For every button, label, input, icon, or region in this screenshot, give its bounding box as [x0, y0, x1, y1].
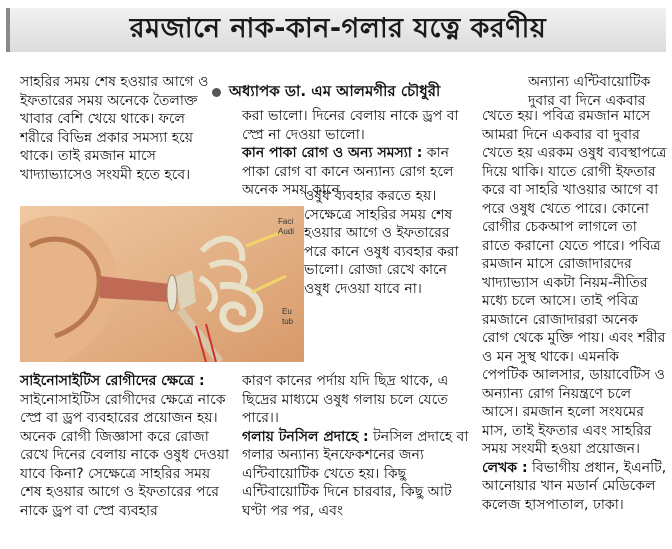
ear-problem-heading: কান পাকা রোগ ও অন্য সমস্যা :: [242, 145, 423, 161]
ramadan-advice-text: খেতে হয়। পবিত্র রমজান মাসে আমরা দিনে একবার বা দুবার খেতে হয় এরকম ওষুধ ব্যবস্থাপত্রে দিয়ে থাকি। যাতে রোগী ইফতার করে বা সাহরি খাওয়ার আগে বা পরে ওষুধ খেতে পারে। কোনো রোগীর চেকআপ লাগলে তা রাতে করানো যেতে পারে। পবিত্র রমজান মাসে রোজাদারদের খাদ্যাভ্যাস একটা নিয়ম-নীতির মধ্যে চলে আসে। তাই পবিত্র রমজানে রোজাদাররা অনেক রোগ থেকে মুক্তি পায়। এবং শরীর ও মন সুস্থ থাকে। এমনকি পেপটিক আলসার, ডায়াবেটিস ও অন্যান্য রোগ নিয়ন্ত্রণে চলে আসে। রমজান হলো সংযমের মাস, তাই ইফতার এবং সাহরির সময় সংযমী হওয়া প্রয়োজন।: [482, 108, 667, 457]
ear-drop-advice-text: ওষুধ ব্যবহার করতে হয়। সেক্ষেত্রে সাহরির সময় শেষ হওয়ার আগে ও ইফতারের পরে কানে ওষুধ ব্যবহার করা ভালো। রোজা রেখে কানে ওষুধ দেওয়া যাবে না।: [304, 188, 459, 297]
ear-drum-warning-text: কারণ কানের পর্দায় যদি ছিদ্র থাকে, এ ছিদ্রের মাধ্যমে ওষুধ গলায় চলে যেতে পারে।।: [242, 373, 449, 426]
author-name: অধ্যাপক ডা. এম আলমগীর চৌধুরী: [229, 82, 441, 100]
author-byline: [212, 80, 440, 105]
tonsil-heading: গলায় টনসিল প্রদাহে :: [242, 428, 369, 445]
ear-and-throat-section: [242, 372, 476, 520]
sinusitis-text: সাইনোসাইটিস রোগীদের ক্ষেত্রে নাকে স্প্রে বা ড্রপ ব্যবহারের প্রয়োজন হয়। অনেক রোগী জিজ্ঞাসা করে রোজা রেখে দিনের বেলায় নাকে ওষুধ দেওয়া যাবে কিনা? সেক্ষেত্রে সাহরির সময় শেষ হওয়ার আগে ও ইফতারের পরে নাকে ড্রপ বা স্প্রে ব্যবহার: [20, 391, 230, 519]
ear-problem-text: কান পাকা রোগ বা কানে অন্যান্য রোগ হলে অনেক সময় কানে: [242, 145, 454, 198]
tonsil-text: টনসিল প্রদাহে বা গলার অন্যান্য ইনফেকশনের জন্য এন্টিবায়োটিক খেতে হয়। কিছু এন্টিবায়োটিক দিনে চারবার, কিছু আট ঘণ্টা পর পর, এবং: [242, 428, 469, 519]
intro-text: সাহরির সময় শেষ হওয়ার আগে ও ইফতারের সময় অনেকে তৈলাক্ত খাবার বেশি খেয়ে থাকে। ফলে শরীরে বিভিন্ন প্রকার সমস্যা হয়ে থাকে। তাই রমজান মাসে খাদ্যাভ্যাসেও সংযমী হতে হবে।: [20, 74, 209, 183]
writer-label: লেখক :: [482, 459, 528, 476]
nasal-advice-text: করা ভালো। দিনের বেলায় নাকে ড্রপ বা স্প্রে না দেওয়া ভালো।: [242, 108, 459, 143]
figure-label-eustachian: Eu: [282, 307, 292, 316]
article-title: রমজানে নাক-কান-গলার যত্নে করণীয়: [129, 12, 547, 44]
ear-section-top: [242, 107, 472, 200]
ear-anatomy-illustration: [20, 206, 304, 362]
intro-paragraph: [20, 73, 216, 184]
ear-section-middle: [304, 187, 472, 298]
writer-info: বিভাগীয় প্রধান, ইএনটি, আনোয়ার খান মডার্ন মেডিকেল কলেজ হাসপাতাল, ঢাকা।: [482, 459, 667, 513]
figure-label-tube: tub: [282, 317, 294, 326]
figure-label-facial: Faci: [278, 217, 294, 226]
antibiotic-intro-text: অন্যান্য এন্টিবায়োটিক দুবার বা দিনে একবার: [528, 74, 651, 109]
antibiotic-intro: [528, 73, 668, 110]
sinusitis-heading: সাইনোসাইটিস রোগীদের ক্ষেত্রে :: [20, 373, 205, 389]
figure-label-auditory: Audi: [278, 227, 295, 236]
sinusitis-section: [20, 372, 232, 520]
ramadan-advice-section: [482, 107, 668, 514]
headline-bar: [6, 8, 666, 52]
